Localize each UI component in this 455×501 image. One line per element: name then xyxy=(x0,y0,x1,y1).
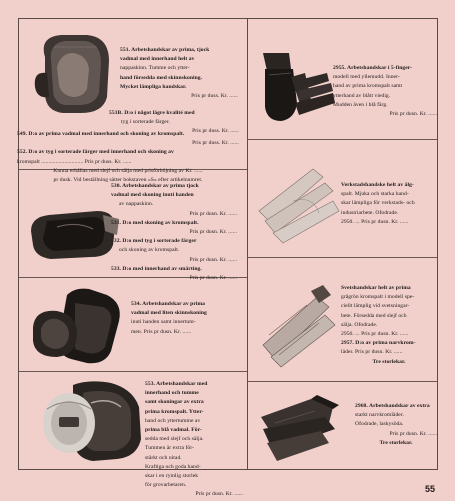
glove-2968-image xyxy=(255,393,341,467)
item-549-l1: 549. D:o av prima vadmal med innerhand och skoning av kromspalt. xyxy=(17,131,185,137)
column-divider xyxy=(247,19,248,469)
item-551-l2: vadmal med innerhand helt av xyxy=(120,56,195,63)
mitten-534-image xyxy=(27,285,127,367)
item-2950-block xyxy=(341,182,437,228)
item-551-block xyxy=(120,47,238,102)
item-553-l1: 553. Arbetshandskar med xyxy=(145,381,208,387)
item-532-price: Pris pr dusn. Kr. ...... xyxy=(189,256,237,263)
item-553-l7: sedda med slejf och sälja. xyxy=(145,436,204,443)
item-530-l1: 530. Arbetshandskar av prima tjock xyxy=(111,183,199,189)
item-2956-block xyxy=(341,285,437,368)
item-552-l2: kromspalt ............................. Pris pr duss. Kr. ...... xyxy=(17,158,132,165)
item-2968-l3: Ofodrade, laskysöda. xyxy=(355,421,404,428)
item-2956-sizes: Tre storlekar. xyxy=(372,358,406,365)
item-531-price: Pris pr dusn. Kr. ...... xyxy=(189,229,237,236)
item-2968-l2: starkt narvkromläder. xyxy=(355,412,404,419)
item-533-price: Pris pr dusn. Kr. ...... xyxy=(189,275,237,282)
mitten-530-image xyxy=(27,201,121,265)
item-2950-l2: spalt. Mjuka och starka hand- xyxy=(341,191,409,198)
item-2955-l4: ytterhand av blått viedig. xyxy=(333,92,391,99)
item-530-block xyxy=(111,183,237,284)
catalog-frame xyxy=(17,18,438,498)
item-2968-l1: 2968. Arbetshandskar av extra xyxy=(355,403,430,409)
item-2955-block xyxy=(333,65,437,120)
item-2956-l5: sälja. Ofodrade. xyxy=(341,321,378,328)
item-534-l4: men. Pris pr dusn. Kr. ...... xyxy=(131,328,192,335)
item-533-l1: 533. D:o med innerhand av smärting. xyxy=(111,265,202,272)
item-532-l1: 532. D:o med tyg i sorterade färger xyxy=(111,238,197,245)
item-553-l9: stärkt och nitad. xyxy=(145,454,182,461)
glove-2955-image xyxy=(255,47,337,129)
item-2956-l1: Svetshandskar helt av prima xyxy=(341,285,411,291)
item-553-l12: för grovarbetaren. xyxy=(145,482,187,489)
item-532-l2: och skoning av kromspalt. xyxy=(119,247,180,254)
item-2968-price: Pris pr dusn. Kr. ...... xyxy=(389,430,437,437)
item-551-price: Pris pr duss. Kr. ...... xyxy=(191,93,238,100)
item-2950-l5: 2950. ... Pris pr dusn. Kr. ...... xyxy=(341,218,409,225)
item-553-l3: samt skoningar av extra xyxy=(145,399,204,406)
item-552-l1: 552. D:o av tyg i sorterade färger med innerhand och skoning av xyxy=(17,149,174,156)
item-549-552-block xyxy=(17,131,239,186)
item-534-block xyxy=(131,301,239,338)
item-530-l3: av nappaskinn. xyxy=(119,201,154,208)
item-553-block xyxy=(145,381,243,501)
item-2955-l1: 2955. Arbetshandskar i 5-finger- xyxy=(333,65,412,71)
item-530-price: Pris pr dusn. Kr. ...... xyxy=(189,210,237,217)
item-553-l10: Kraftiga och goda hand- xyxy=(145,463,201,470)
item-2956-l6: 2956. ... Pris pr dusn. Kr. ...... xyxy=(341,331,409,338)
item-2968-sizes: Tre storlekar. xyxy=(379,439,413,446)
glove-2956-image xyxy=(255,281,343,371)
item-2957-l1: 2957. D:o av prima narvkrom- xyxy=(341,340,416,347)
item-2950-l4: industriarbete. Ofodrade. xyxy=(341,209,399,216)
left-divider-3 xyxy=(19,371,247,372)
right-divider-2 xyxy=(247,257,437,258)
item-551b-l1: 551B. D:o i något lägre kvalité med xyxy=(109,110,195,116)
item-551b-price: Pris pr duss. Kr. ...... xyxy=(192,128,239,135)
item-2968-block xyxy=(355,403,437,449)
item-2950-l3: skar lämpliga för verkstads- och xyxy=(341,200,415,207)
item-530-l2: vadmal med skoning inuti handen xyxy=(111,192,194,199)
item-2950-l1: Verkstadshandske helt av älg- xyxy=(341,182,414,188)
item-2956-l2: grågrön kromspalt i modell spe- xyxy=(341,294,415,301)
glove-2950-image xyxy=(253,161,343,251)
item-551-l4: hand försedda med skinnskoning. xyxy=(120,74,203,81)
item-553-l6: prima blå vadmal. För- xyxy=(145,427,202,434)
item-553-l8: Tummen är extra för- xyxy=(145,445,194,452)
note-l1: Kunna erhållas med slejf och sälja med prisförhöjning av Kr. ...... xyxy=(53,167,203,174)
item-2956-l3: ciellt lämplig vid svetsningar- xyxy=(341,303,410,310)
item-2955-l3: hand av prima kromspalt samt xyxy=(333,83,403,90)
right-divider-1 xyxy=(247,139,437,140)
item-551b-l2: tyg i sorterade färger. xyxy=(121,119,170,126)
item-553-l5: hand och yttertumme av xyxy=(145,417,201,424)
note-l2: pr dusk. Vid beställning sätter bokstaven »S» efter artikelnumret. xyxy=(53,177,203,184)
item-2955-price: Pris pr dusn. Kr. ...... xyxy=(389,111,437,118)
item-551-l5: Mycket lämpliga handskar. xyxy=(120,83,187,90)
item-2955-l2: modell med yllemudd. Inner- xyxy=(333,74,400,81)
item-2956-l4: bete. Försedda med slejf och xyxy=(341,312,407,319)
item-553-l4: prima kromspalt. Ytter- xyxy=(145,408,204,415)
item-534-l3: inuti handen samt innertum- xyxy=(131,319,196,326)
item-534-l1: 534. Arbetshandskar av prima xyxy=(131,301,206,307)
right-divider-3 xyxy=(247,381,437,382)
item-553-l2: innerhand och tumme xyxy=(145,390,199,397)
item-531-l1: 531. D:o med skoning av kromspalt. xyxy=(111,219,199,226)
page-number: 55 xyxy=(424,484,435,494)
mitten-551-image xyxy=(27,27,119,119)
item-534-l2: vadmal med liten skinnskoning xyxy=(131,310,207,317)
item-549-price: Pris pr duss. Kr. ...... xyxy=(192,140,239,147)
mitten-553-image xyxy=(33,379,151,465)
item-2955-l5: Mudden även i blå färg. xyxy=(333,101,388,108)
item-553-price: Pris pr dusn. Kr. ...... xyxy=(195,491,243,498)
item-2957-l2: läder. Pris pr dusn. Kr. ...... xyxy=(341,349,403,356)
item-551-l3: nappaskinn. Tumme och ytter- xyxy=(120,65,190,72)
item-553-l11: skar i en rymlig storlek xyxy=(145,473,199,480)
item-551-l1: 551. Arbetshandskar av prima, tjock xyxy=(120,47,210,53)
